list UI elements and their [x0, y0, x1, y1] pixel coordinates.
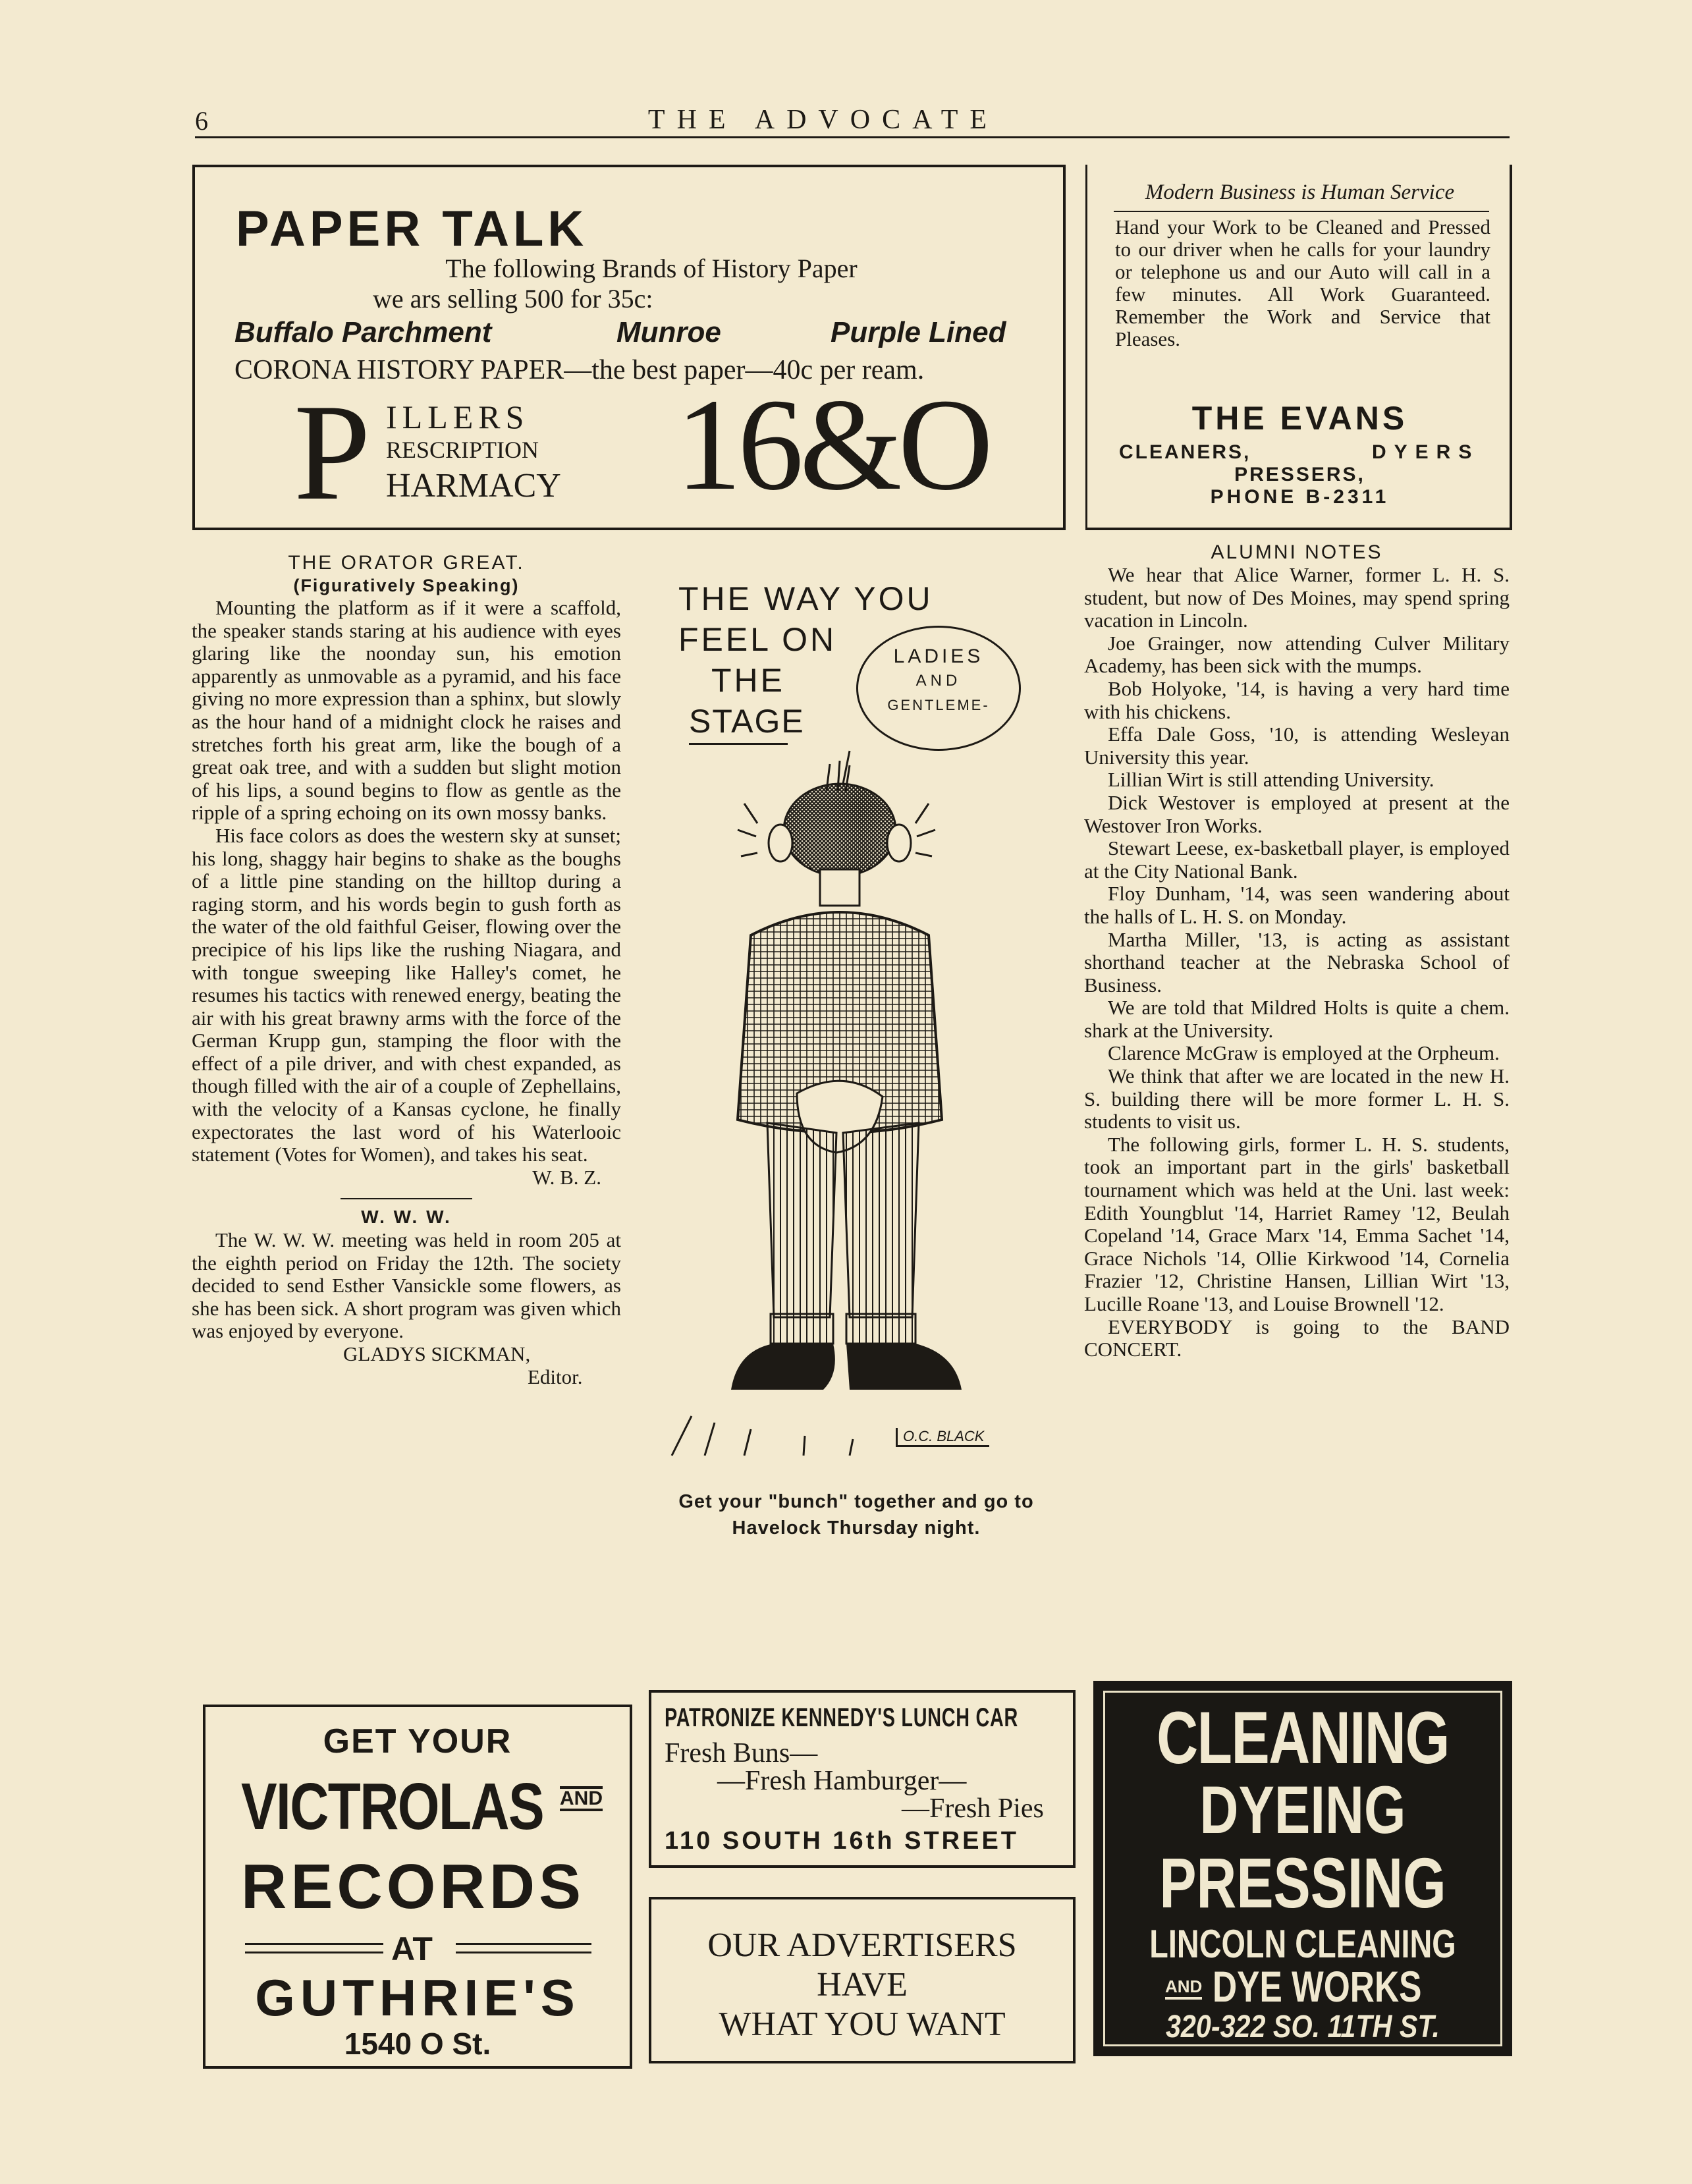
- evans-tagline-rule: [1114, 211, 1489, 212]
- orator-signature: W. B. Z.: [532, 1165, 601, 1189]
- lincoln-line1: CLEANING: [1157, 1697, 1449, 1779]
- kennedy-ad: [649, 1690, 1076, 1868]
- guthrie-at: AT: [391, 1930, 433, 1967]
- corona-line: CORONA HISTORY PAPER—the best paper—40c per ream.: [234, 355, 925, 385]
- paper-talk-ad: [192, 165, 1066, 530]
- section-divider: [341, 1198, 472, 1199]
- paper-talk-headline: PAPER TALK: [236, 201, 588, 257]
- advertisers-line2: HAVE: [817, 1966, 908, 2004]
- brand-purple-lined: Purple Lined: [831, 316, 1006, 348]
- alumni-item: We are told that Mildred Holts is quite a chem. shark at the University.: [1084, 996, 1510, 1042]
- advertisers-line3: WHAT YOU WANT: [719, 2006, 1006, 2043]
- kennedy-address: 110 SOUTH 16th STREET: [665, 1827, 1020, 1855]
- paper-talk-line1: The following Brands of History Paper: [445, 254, 858, 283]
- orator-paragraph-1: Mounting the platform as if it were a scaffold, the speaker stands staring at his audience with eyes glaring like the noonday sun, his emotion apparently as unmovable as a pyramid, and his face giving no more expression than a sphinx, but slowly as the hour hand of a midnight clock he raises and stretches forth his great arm, like the bough of a great oak tree, and with a sudden but slight motion of his lips, a sound begins to flow as gentle as the ripple of a spring echoing on its own mossy banks.: [192, 596, 621, 825]
- kennedy-item1: Fresh Buns—: [665, 1738, 818, 1768]
- evans-services-line2: PRESSERS,: [1234, 464, 1365, 485]
- cartoon-caption-line4: STAGE: [689, 703, 805, 740]
- www-body: The W. W. W. meeting was held in room 205 at the eighth period on Friday the 12th. The society decided to send Esther Vansickle some flowers, as she has been sick. A short program was given which was enjoyed by everyone.: [192, 1228, 621, 1343]
- pharmacy-line3: HARMACY: [386, 467, 561, 505]
- page-number: 6: [195, 106, 208, 136]
- guthrie-line2: VICTROLAS: [241, 1770, 544, 1843]
- www-title: W. W. W.: [361, 1207, 452, 1228]
- cartoon-caption-line1: THE WAY YOU: [678, 580, 933, 617]
- evans-name: THE EVANS: [1191, 400, 1408, 437]
- guthrie-rule-right: [456, 1943, 591, 1953]
- lincoln-and: AND: [1165, 1977, 1202, 2000]
- left-column: [192, 552, 621, 1388]
- evans-ad: [1085, 165, 1512, 530]
- guthrie-name: GUTHRIE'S: [255, 1969, 580, 2027]
- pharmacy-line2: RESCRIPTION: [386, 437, 539, 463]
- advertisers-ad: [649, 1897, 1076, 2063]
- evans-tagline: Modern Business is Human Service: [1145, 180, 1455, 204]
- lincoln-line5: DYE WORKS: [1213, 1962, 1422, 2011]
- lincoln-line2: DYEING: [1199, 1772, 1406, 1847]
- cartoon: [652, 566, 1060, 1568]
- alumni-item: Stewart Leese, ex-basketball player, is employed at the City National Bank.: [1084, 836, 1510, 883]
- evans-phone: PHONE B-2311: [1210, 486, 1390, 508]
- cartoon-caption-line2: FEEL ON: [678, 621, 837, 658]
- evans-services-right: DYERS: [1372, 441, 1480, 463]
- brand-munroe: Munroe: [616, 316, 721, 348]
- cartoon-signature: O.C. BLACK: [896, 1428, 989, 1447]
- alumni-column: [1084, 541, 1510, 1361]
- guthrie-ad: [203, 1705, 632, 2069]
- guthrie-address: 1540 O St.: [344, 2027, 491, 2061]
- alumni-item: We think that after we are located in the new H. S. building there will be more former L. H. S. students to visit us.: [1084, 1064, 1510, 1133]
- cartoon-under-caption: Get your "bunch" together and go to Havelock Thursday night.: [678, 1491, 1034, 1539]
- lincoln-address: 320-322 SO. 11TH ST.: [1165, 2009, 1440, 2044]
- alumni-item: Lillian Wirt is still attending University.: [1108, 768, 1434, 792]
- cartoon-figure: [652, 724, 1060, 1482]
- brand-buffalo: Buffalo Parchment: [234, 316, 492, 348]
- guthrie-rule-left: [245, 1943, 383, 1953]
- guthrie-line1: GET YOUR: [323, 1722, 512, 1761]
- www-editor-name: GLADYS SICKMAN,: [343, 1342, 531, 1365]
- alumni-item: EVERYBODY is going to the BAND CONCERT.: [1084, 1315, 1510, 1361]
- bubble-line3: GENTLEME-: [887, 697, 990, 713]
- alumni-title: ALUMNI NOTES: [1211, 541, 1383, 563]
- guthrie-and: AND: [560, 1786, 603, 1811]
- www-editor-title: Editor.: [528, 1365, 583, 1388]
- masthead-title: THE ADVOCATE: [647, 105, 999, 135]
- alumni-item: Bob Holyoke, '14, is having a very hard time with his chickens.: [1084, 676, 1510, 723]
- alumni-item: Dick Westover is employed at present at the Westover Iron Works.: [1084, 790, 1510, 837]
- lincoln-line4: LINCOLN CLEANING: [1149, 1922, 1456, 1966]
- cartoon-caption-line3: THE: [711, 662, 785, 699]
- alumni-item: Martha Miller, '13, is acting as assistant shorthand teacher at the Nebraska School of Business.: [1084, 927, 1510, 996]
- lincoln-line3: PRESSING: [1159, 1843, 1446, 1923]
- alumni-item: Effa Dale Goss, '10, is attending Wesleyan University this year.: [1084, 723, 1510, 769]
- alumni-item: Joe Grainger, now attending Culver Military Academy, has been sick with the mumps.: [1084, 631, 1510, 678]
- guthrie-line3: RECORDS: [241, 1851, 586, 1922]
- alumni-item: We hear that Alice Warner, former L. H. S. student, but now of Des Moines, may spend spring vacation in Lincoln.: [1084, 563, 1510, 632]
- alumni-item: Floy Dunham, '14, was seen wandering about the halls of L. H. S. on Monday.: [1084, 882, 1510, 928]
- pharmacy-initial: P: [294, 376, 371, 529]
- alumni-item: Clarence McGraw is employed at the Orpheum.: [1108, 1041, 1500, 1065]
- alumni-item: The following girls, former L. H. S. students, took an important part in the girls' basketball tournament which was held at the Uni. last week: Edith Youngblut '14, Harriet Ramey '12, Beulah Copeland '14, Grace Marx '14, Emma Sachet '14, Grace Nichols '14, Ollie Kirkwood '14, Cornelia Frazier '12, Christine Hansen, Lillian Wirt '13, Lucille Roane '13, and Louise Brownell '12.: [1084, 1132, 1510, 1315]
- orator-paragraph-2: His face colors as does the western sky at sunset; his long, shaggy hair begins to shake as the boughs of a little pine standing on the hilltop during a raging storm, and his words begin to gush forth as the water of the old faithful Geiser, flowing over the precipice of his lips like the rushing Niagara, and with tongue sweeping like Halley's comet, he resumes his tactics with renewed energy, beating the air with his great brawny arms with the force of the German Krupp gun, stamping the floor with the effect of a pile driver, and with chest expanded, as though filled with the air of a couple of Zephellains, with the velocity of a Kansas cyclone, he finally expectorates the last word of his Waterlooic statement (Votes for Women), and takes his seat.: [192, 823, 621, 1166]
- paper-talk-line2: we ars selling 500 for 35c:: [373, 284, 653, 314]
- advertisers-line1: OUR ADVERTISERS: [707, 1926, 1017, 1964]
- orator-subtitle: (Figuratively Speaking): [293, 576, 520, 595]
- bubble-line1: LADIES: [893, 645, 984, 667]
- kennedy-item2: —Fresh Hamburger—: [717, 1766, 967, 1796]
- lincoln-cleaning-ad: [1093, 1681, 1512, 2056]
- evans-body: Hand your Work to be Cleaned and Pressed to our driver when he calls for your laundry or telephone us and our Auto will call in a few minutes. All Work Guaranteed. Remember the Work and Service that Pleases.: [1115, 215, 1490, 350]
- bubble-line2: AND: [915, 672, 962, 690]
- orator-title: THE ORATOR GREAT.: [288, 552, 525, 574]
- evans-services-left: CLEANERS,: [1119, 441, 1251, 463]
- pharmacy-line1: ILLERS: [386, 398, 530, 435]
- kennedy-item3: —Fresh Pies: [902, 1793, 1044, 1824]
- header-rule: [195, 136, 1510, 138]
- pharmacy-address: 16&O: [676, 372, 989, 518]
- kennedy-headline: PATRONIZE KENNEDY'S LUNCH CAR: [665, 1703, 1019, 1732]
